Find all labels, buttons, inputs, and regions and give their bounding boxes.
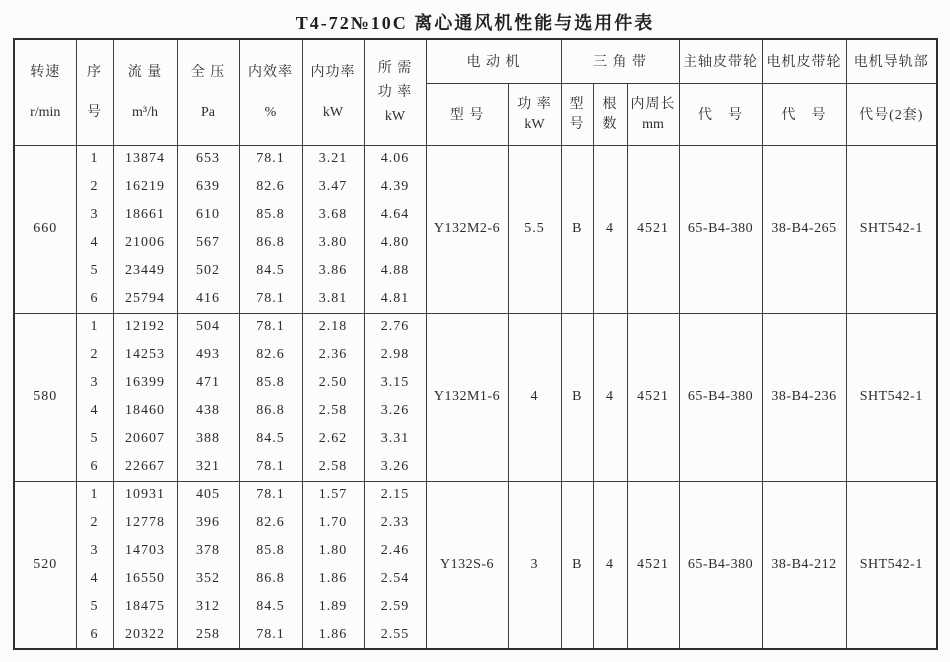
cell-main-pulley-code: 65-B4-380 (679, 145, 762, 313)
page-title: T4-72№10C 离心通风机性能与选用件表 (295, 13, 655, 33)
col-header-speed: 转速 r/min (14, 39, 76, 145)
cell-seq: 4 (76, 397, 113, 425)
cell-pressure: 405 (177, 481, 239, 509)
cell-rail-code: SHT542-1 (846, 313, 937, 481)
table-row (14, 145, 937, 173)
cell-efficiency: 86.8 (239, 565, 302, 593)
cell-seq: 5 (76, 593, 113, 621)
cell-flow: 14253 (113, 341, 177, 369)
cell-flow: 12778 (113, 509, 177, 537)
cell-efficiency: 85.8 (239, 369, 302, 397)
cell-flow: 13874 (113, 145, 177, 173)
cell-seq: 6 (76, 453, 113, 481)
cell-required-power: 3.15 (364, 369, 426, 397)
cell-flow: 12192 (113, 313, 177, 341)
cell-flow: 16550 (113, 565, 177, 593)
cell-belt-count: 4 (593, 481, 627, 649)
cell-required-power: 2.55 (364, 621, 426, 649)
cell-inner-power: 1.80 (302, 537, 364, 565)
cell-required-power: 4.64 (364, 201, 426, 229)
cell-seq: 4 (76, 565, 113, 593)
cell-efficiency: 82.6 (239, 173, 302, 201)
col-header-rail-code: 代号(2套) (846, 83, 937, 145)
cell-efficiency: 86.8 (239, 229, 302, 257)
cell-inner-power: 2.58 (302, 397, 364, 425)
cell-efficiency: 78.1 (239, 145, 302, 173)
cell-required-power: 3.31 (364, 425, 426, 453)
cell-efficiency: 86.8 (239, 397, 302, 425)
cell-motor-model: Y132M1-6 (426, 313, 508, 481)
cell-flow: 18475 (113, 593, 177, 621)
cell-seq: 3 (76, 537, 113, 565)
col-header-belt-count: 根 数 (593, 83, 627, 145)
cell-pressure: 258 (177, 621, 239, 649)
cell-seq: 1 (76, 145, 113, 173)
cell-required-power: 2.98 (364, 341, 426, 369)
cell-pressure: 493 (177, 341, 239, 369)
cell-flow: 16219 (113, 173, 177, 201)
cell-belt-count: 4 (593, 145, 627, 313)
group-header-vbelt: 三 角 带 (561, 39, 679, 83)
cell-inner-power: 3.80 (302, 229, 364, 257)
cell-seq: 4 (76, 229, 113, 257)
cell-speed: 520 (14, 481, 76, 649)
col-header-belt-length: 内周长 mm (627, 83, 679, 145)
cell-motor-pulley-code: 38-B4-212 (762, 481, 846, 649)
table-row (14, 481, 937, 509)
col-header-seq: 序 号 (76, 39, 113, 145)
col-header-motor-power: 功 率 kW (508, 83, 561, 145)
cell-belt-model: B (561, 481, 593, 649)
cell-required-power: 2.54 (364, 565, 426, 593)
cell-inner-power: 1.86 (302, 565, 364, 593)
cell-required-power: 4.88 (364, 257, 426, 285)
cell-efficiency: 78.1 (239, 285, 302, 313)
cell-pressure: 502 (177, 257, 239, 285)
cell-inner-power: 3.47 (302, 173, 364, 201)
cell-seq: 3 (76, 369, 113, 397)
cell-seq: 3 (76, 201, 113, 229)
cell-pressure: 471 (177, 369, 239, 397)
cell-pressure: 653 (177, 145, 239, 173)
cell-inner-power: 3.68 (302, 201, 364, 229)
cell-efficiency: 78.1 (239, 621, 302, 649)
cell-efficiency: 78.1 (239, 481, 302, 509)
cell-flow: 10931 (113, 481, 177, 509)
cell-efficiency: 82.6 (239, 341, 302, 369)
cell-motor-power: 5.5 (508, 145, 561, 313)
cell-efficiency: 78.1 (239, 453, 302, 481)
cell-pressure: 378 (177, 537, 239, 565)
cell-belt-length: 4521 (627, 313, 679, 481)
cell-speed: 580 (14, 313, 76, 481)
cell-inner-power: 2.58 (302, 453, 364, 481)
cell-efficiency: 85.8 (239, 201, 302, 229)
cell-pressure: 352 (177, 565, 239, 593)
cell-seq: 5 (76, 257, 113, 285)
cell-motor-pulley-code: 38-B4-265 (762, 145, 846, 313)
cell-required-power: 4.39 (364, 173, 426, 201)
cell-flow: 21006 (113, 229, 177, 257)
cell-inner-power: 2.50 (302, 369, 364, 397)
fan-spec-table (13, 38, 938, 650)
cell-rail-code: SHT542-1 (846, 481, 937, 649)
col-header-efficiency: 内效率 % (239, 39, 302, 145)
group-header-motor-rail: 电机导轨部 (846, 39, 937, 83)
cell-pressure: 312 (177, 593, 239, 621)
cell-pressure: 416 (177, 285, 239, 313)
cell-inner-power: 1.89 (302, 593, 364, 621)
speed-block-520 (14, 481, 937, 649)
cell-pressure: 567 (177, 229, 239, 257)
cell-required-power: 3.26 (364, 453, 426, 481)
cell-efficiency: 82.6 (239, 509, 302, 537)
cell-motor-pulley-code: 38-B4-236 (762, 313, 846, 481)
cell-required-power: 2.59 (364, 593, 426, 621)
group-header-main-pulley: 主轴皮带轮 (679, 39, 762, 83)
cell-motor-power: 3 (508, 481, 561, 649)
cell-pressure: 396 (177, 509, 239, 537)
cell-efficiency: 85.8 (239, 537, 302, 565)
col-header-pressure: 全 压 Pa (177, 39, 239, 145)
group-header-motor-pulley: 电机皮带轮 (762, 39, 846, 83)
cell-pressure: 388 (177, 425, 239, 453)
cell-flow: 16399 (113, 369, 177, 397)
cell-flow: 20322 (113, 621, 177, 649)
cell-inner-power: 1.57 (302, 481, 364, 509)
cell-inner-power: 1.70 (302, 509, 364, 537)
cell-inner-power: 3.81 (302, 285, 364, 313)
cell-seq: 1 (76, 481, 113, 509)
cell-flow: 22667 (113, 453, 177, 481)
cell-inner-power: 2.18 (302, 313, 364, 341)
cell-required-power: 2.46 (364, 537, 426, 565)
cell-flow: 18661 (113, 201, 177, 229)
cell-belt-count: 4 (593, 313, 627, 481)
cell-motor-model: Y132M2-6 (426, 145, 508, 313)
col-header-main-pulley-code: 代 号 (679, 83, 762, 145)
col-header-motor-pulley-code: 代 号 (762, 83, 846, 145)
cell-belt-model: B (561, 145, 593, 313)
col-header-flow: 流 量 m³/h (113, 39, 177, 145)
col-header-motor-model: 型 号 (426, 83, 508, 145)
cell-flow: 23449 (113, 257, 177, 285)
cell-flow: 14703 (113, 537, 177, 565)
cell-seq: 2 (76, 173, 113, 201)
cell-inner-power: 2.62 (302, 425, 364, 453)
cell-pressure: 321 (177, 453, 239, 481)
cell-pressure: 504 (177, 313, 239, 341)
cell-pressure: 610 (177, 201, 239, 229)
cell-main-pulley-code: 65-B4-380 (679, 481, 762, 649)
group-header-motor: 电 动 机 (426, 39, 561, 83)
cell-required-power: 4.06 (364, 145, 426, 173)
cell-required-power: 3.26 (364, 397, 426, 425)
cell-motor-model: Y132S-6 (426, 481, 508, 649)
cell-efficiency: 84.5 (239, 593, 302, 621)
speed-block-660 (14, 145, 937, 313)
cell-seq: 6 (76, 621, 113, 649)
cell-required-power: 2.76 (364, 313, 426, 341)
cell-seq: 1 (76, 313, 113, 341)
cell-required-power: 2.15 (364, 481, 426, 509)
cell-main-pulley-code: 65-B4-380 (679, 313, 762, 481)
cell-inner-power: 2.36 (302, 341, 364, 369)
cell-inner-power: 3.86 (302, 257, 364, 285)
speed-block-580 (14, 313, 937, 481)
cell-efficiency: 78.1 (239, 313, 302, 341)
col-header-inner-power: 内功率 kW (302, 39, 364, 145)
cell-belt-model: B (561, 313, 593, 481)
table-header (14, 39, 937, 145)
col-header-required-power: 所 需 功 率 kW (364, 39, 426, 145)
cell-belt-length: 4521 (627, 481, 679, 649)
cell-belt-length: 4521 (627, 145, 679, 313)
table-row (14, 313, 937, 341)
cell-efficiency: 84.5 (239, 425, 302, 453)
cell-flow: 20607 (113, 425, 177, 453)
cell-required-power: 4.80 (364, 229, 426, 257)
cell-rail-code: SHT542-1 (846, 145, 937, 313)
cell-seq: 5 (76, 425, 113, 453)
cell-seq: 2 (76, 341, 113, 369)
cell-pressure: 438 (177, 397, 239, 425)
cell-seq: 2 (76, 509, 113, 537)
cell-seq: 6 (76, 285, 113, 313)
cell-pressure: 639 (177, 173, 239, 201)
cell-efficiency: 84.5 (239, 257, 302, 285)
cell-required-power: 2.33 (364, 509, 426, 537)
cell-speed: 660 (14, 145, 76, 313)
cell-motor-power: 4 (508, 313, 561, 481)
col-header-belt-model: 型 号 (561, 83, 593, 145)
cell-flow: 25794 (113, 285, 177, 313)
cell-required-power: 4.81 (364, 285, 426, 313)
cell-inner-power: 3.21 (302, 145, 364, 173)
cell-flow: 18460 (113, 397, 177, 425)
cell-inner-power: 1.86 (302, 621, 364, 649)
